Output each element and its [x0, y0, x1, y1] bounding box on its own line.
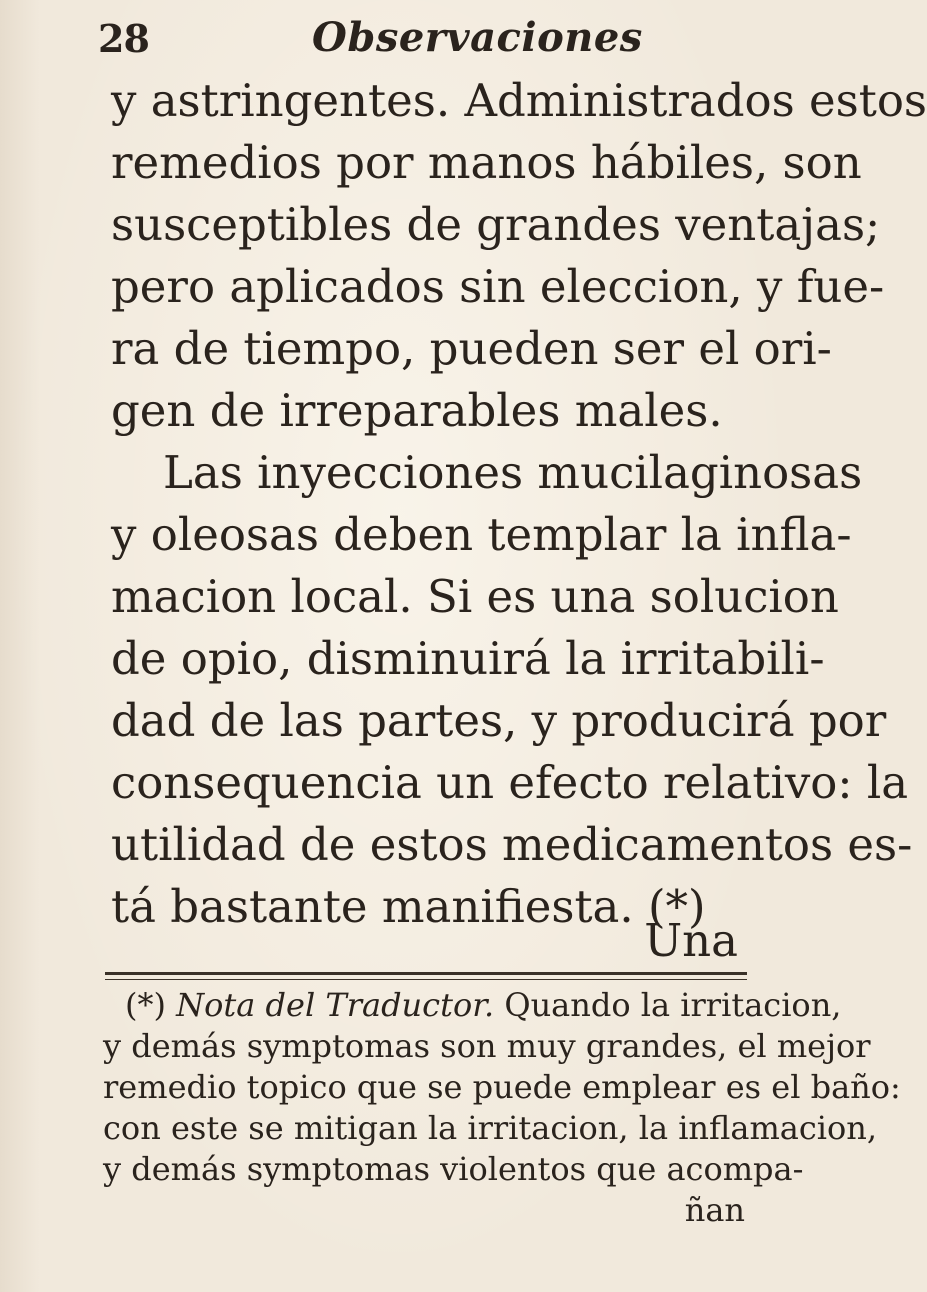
footnote-line: y demás symptomas violentos que acompa-	[103, 1150, 804, 1188]
text-line: tá bastante manifiesta. (*)	[111, 880, 706, 933]
text-line: remedios por manos hábiles, son	[111, 136, 862, 189]
body-text	[111, 70, 927, 938]
footnote-divider	[105, 972, 747, 980]
page-header	[0, 6, 800, 70]
catchword: Una	[644, 914, 738, 967]
footnote-label: Nota del Traductor.	[176, 986, 495, 1024]
footnote	[103, 985, 901, 1231]
text-line: pero aplicados sin eleccion, y fue-	[111, 260, 885, 313]
footnote-marker: (*)	[125, 986, 166, 1024]
footnote-line: con este se mitigan la irritacion, la inflamacion,	[103, 1109, 878, 1147]
paragraph-start-line: Las inyecciones mucilaginosas	[163, 446, 863, 499]
footnote-catchword: ñan	[684, 1191, 745, 1229]
text-line: susceptibles de grandes ventajas;	[111, 198, 881, 251]
text-line: utilidad de estos medicamentos es-	[111, 818, 913, 871]
text-line: consequencia un efecto relativo: la	[111, 756, 909, 809]
text-line: gen de irreparables males.	[111, 384, 723, 437]
footnote-text: Quando la irritacion,	[504, 986, 842, 1024]
text-line: y astringentes. Administrados estos	[111, 74, 927, 127]
footnote-line: y demás symptomas son muy grandes, el mejor	[103, 1027, 871, 1065]
text-line: macion local. Si es una solucion	[111, 570, 839, 623]
text-line: ra de tiempo, pueden ser el ori-	[111, 322, 832, 375]
running-title: Observaciones	[312, 14, 643, 61]
text-line: de opio, disminuirá la irritabili-	[111, 632, 825, 685]
page-number: 28	[98, 16, 149, 61]
footnote-line: remedio topico que se puede emplear es el baño:	[103, 1068, 901, 1106]
text-line: y oleosas deben templar la infla-	[111, 508, 852, 561]
text-line: dad de las partes, y producirá por	[111, 694, 887, 747]
footnote-first-line	[103, 985, 842, 1026]
